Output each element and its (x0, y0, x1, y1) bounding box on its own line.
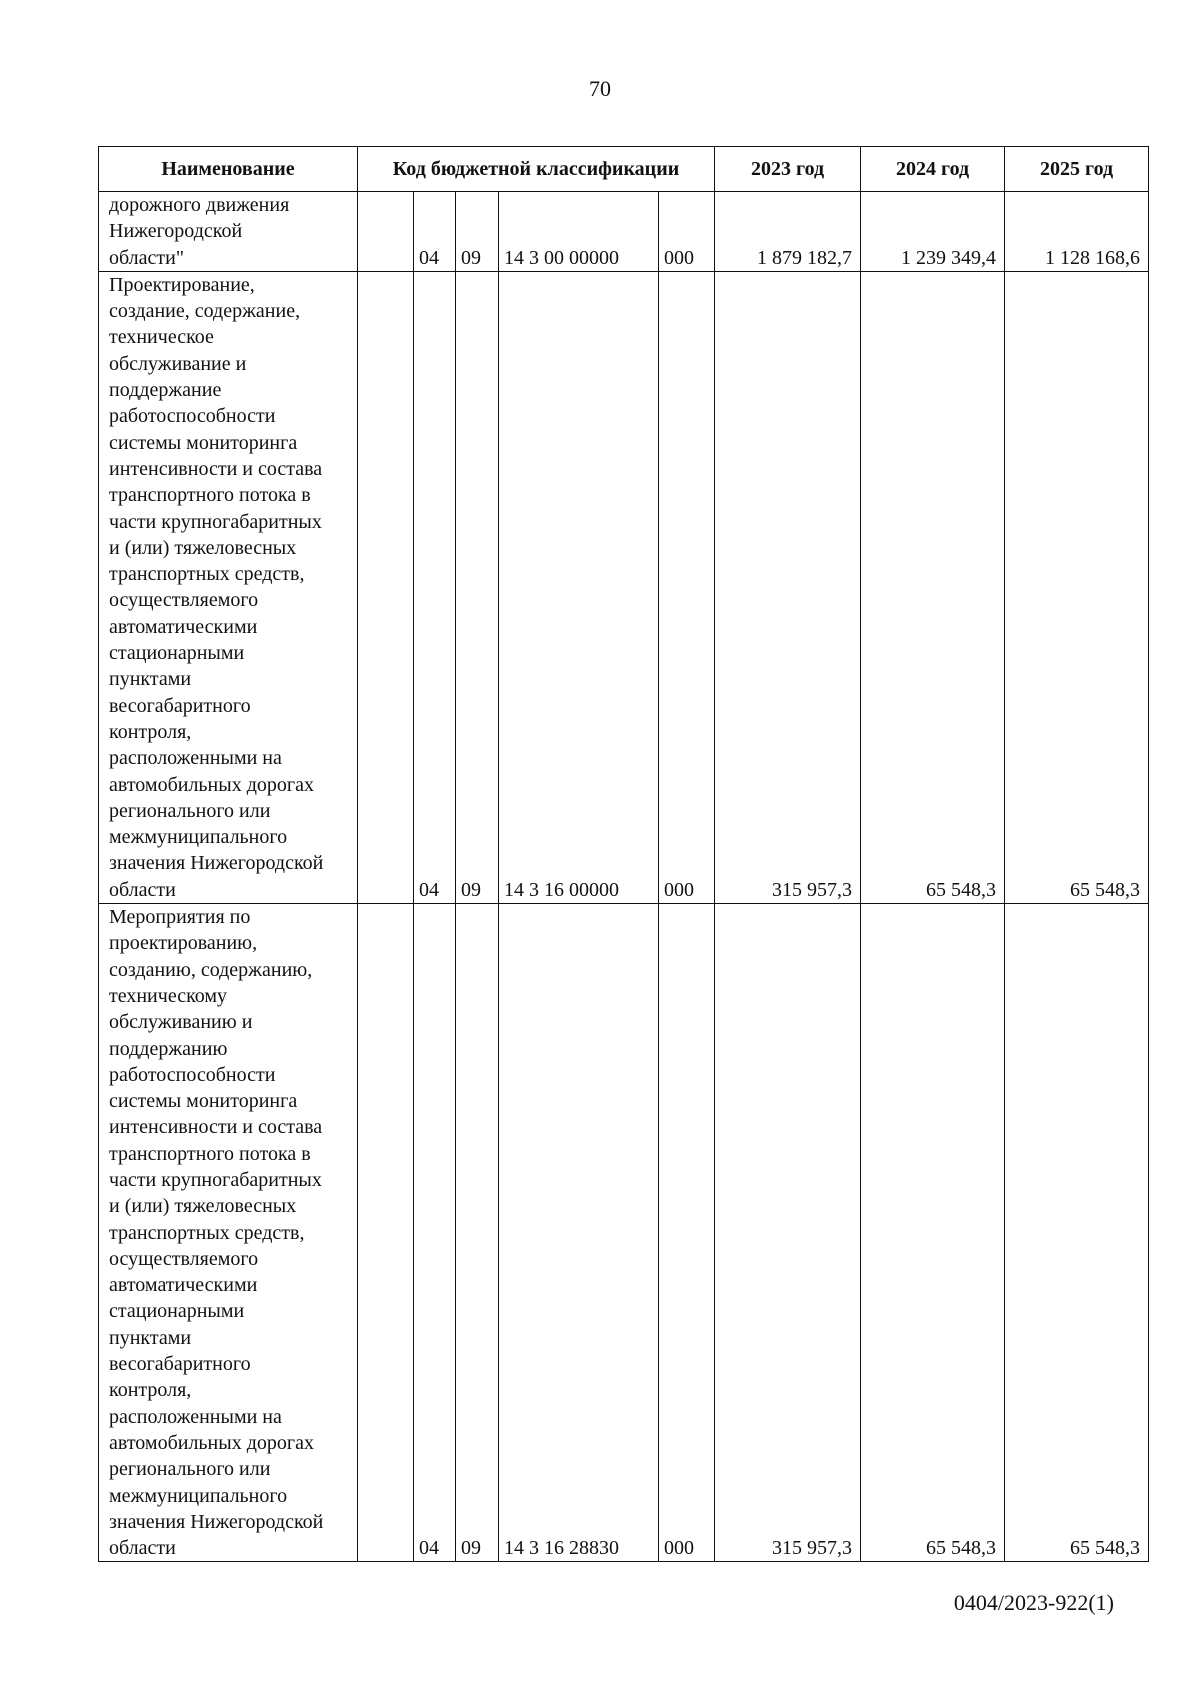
code-section: 04 (414, 192, 456, 272)
header-name: Наименование (99, 147, 358, 192)
code-target: 14 3 16 28830 (499, 904, 659, 1562)
code-expense-type: 000 (659, 904, 715, 1562)
value-2024: 1 239 349,4 (861, 192, 1005, 272)
budget-table (98, 146, 1149, 1562)
value-2023: 315 957,3 (715, 271, 861, 903)
header-row (99, 147, 1149, 192)
document-number: 0404/2023-922(1) (953, 1590, 1114, 1615)
code-cell-1 (358, 192, 414, 272)
code-section: 04 (414, 904, 456, 1562)
code-cell-1 (358, 271, 414, 903)
table-row (99, 271, 1149, 903)
code-expense-type: 000 (659, 271, 715, 903)
value-2023: 1 879 182,7 (715, 192, 861, 272)
code-subsection: 09 (456, 904, 499, 1562)
table-row (99, 904, 1149, 1562)
page-number: 70 (589, 76, 611, 101)
value-2024: 65 548,3 (861, 904, 1005, 1562)
value-2025: 65 548,3 (1005, 271, 1149, 903)
value-2023: 315 957,3 (715, 904, 861, 1562)
row-name: Мероприятия по проектированию, созданию, содержанию, техническому обслуживанию и поддержанию работоспособности системы мониторинга интенсивности и состава транспортного потока в части крупногабаритных и (или) тяжеловесных транспортных средств, осуществляемого автоматическими стационарными пунктами весогабаритного контроля, расположенными на автомобильных дорогах регионального или межмуниципального значения Нижегородской области (99, 904, 358, 1562)
table-row (99, 192, 1149, 272)
header-2023: 2023 год (715, 147, 861, 192)
value-2024: 65 548,3 (861, 271, 1005, 903)
code-subsection: 09 (456, 271, 499, 903)
code-cell-1 (358, 904, 414, 1562)
header-2025: 2025 год (1005, 147, 1149, 192)
value-2025: 65 548,3 (1005, 904, 1149, 1562)
header-code: Код бюджетной классификации (358, 147, 715, 192)
code-target: 14 3 00 00000 (499, 192, 659, 272)
code-target: 14 3 16 00000 (499, 271, 659, 903)
code-section: 04 (414, 271, 456, 903)
value-2025: 1 128 168,6 (1005, 192, 1149, 272)
code-expense-type: 000 (659, 192, 715, 272)
header-2024: 2024 год (861, 147, 1005, 192)
row-name: Проектирование, создание, содержание, техническое обслуживание и поддержание работоспособности системы мониторинга интенсивности и состава транспортного потока в части крупногабаритных и (или) тяжеловесных транспортных средств, осуществляемого автоматическими стационарными пунктами весогабаритного контроля, расположенными на автомобильных дорогах регионального или межмуниципального значения Нижегородской области (99, 271, 358, 903)
code-subsection: 09 (456, 192, 499, 272)
row-name: дорожного движения Нижегородской области" (99, 192, 358, 272)
